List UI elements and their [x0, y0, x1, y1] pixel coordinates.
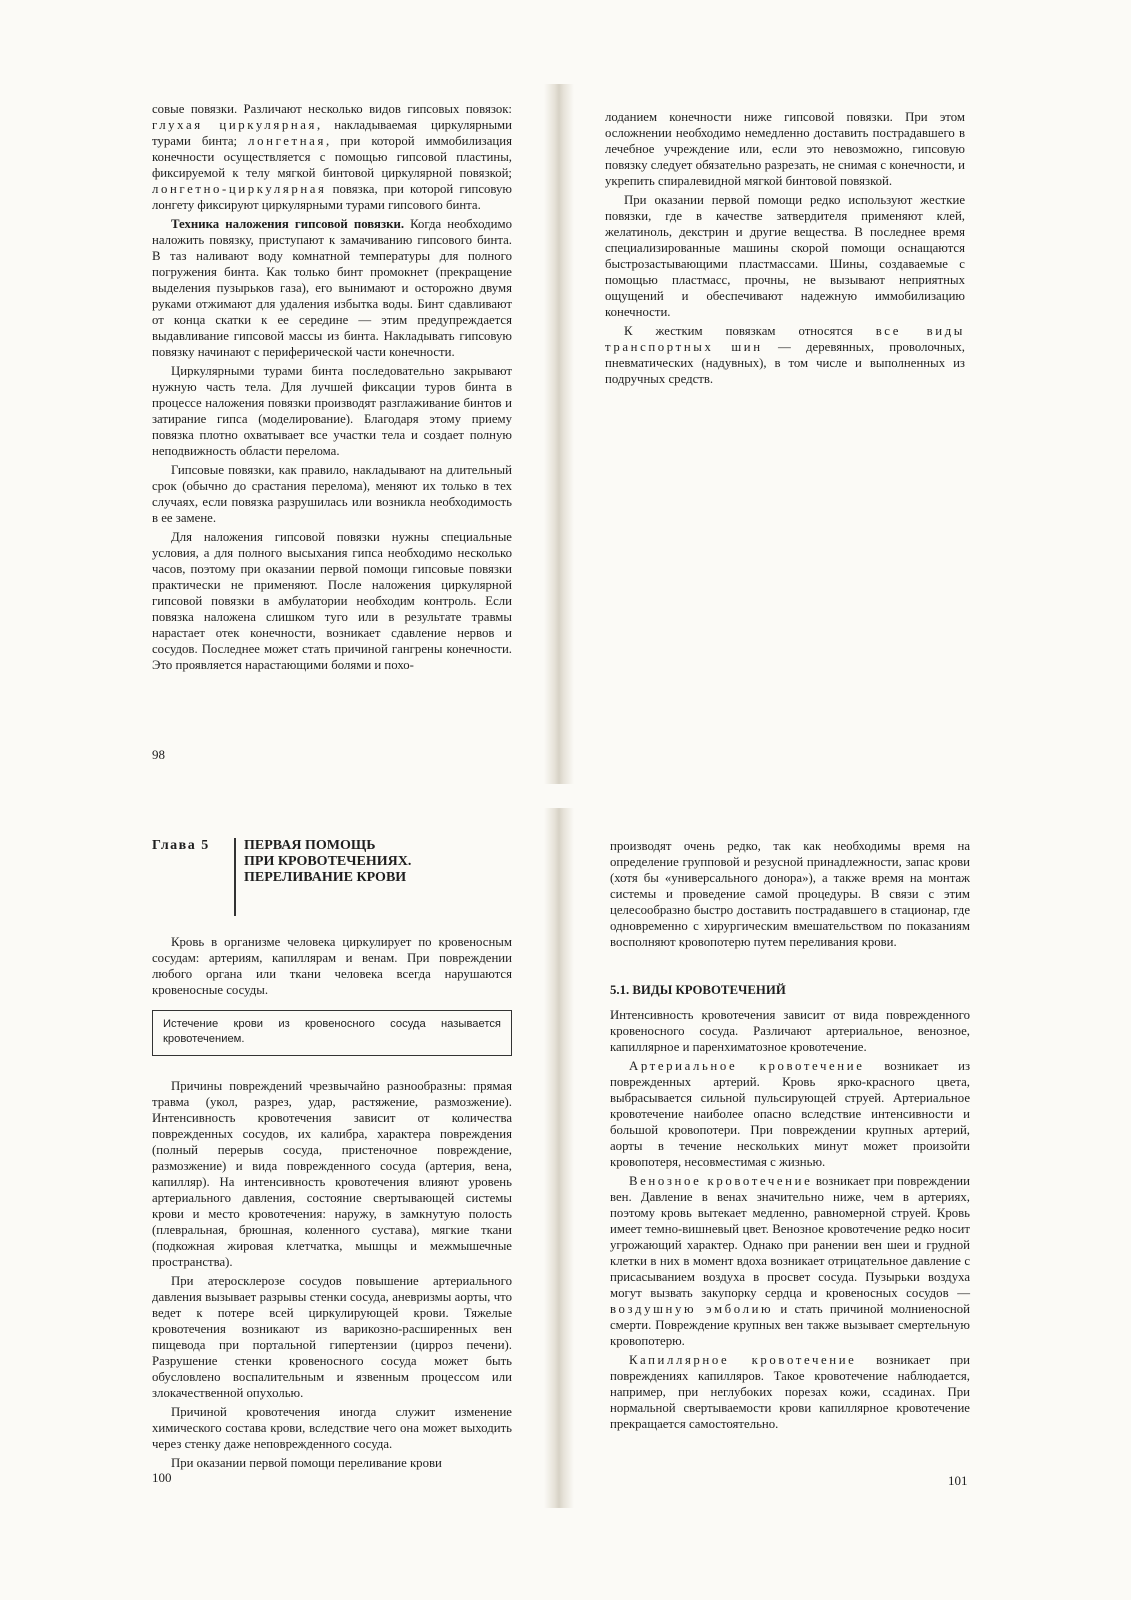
page-100-intro — [152, 934, 512, 998]
page-99-paragraph-2: При оказании первой помощи редко используют жесткие повязки, где в качестве затвердителя применяют клей, желатиноль, декстрин и другие вещества. В последнее время специализированные машины скорой помощи оснащаются быстрозастывающими пластмассами. Шины, создаваемые с помощью пластмасс, прочны, не вызывают неприятных ощущений и обеспечивают надежную иммобилизацию конечности. — [605, 193, 965, 319]
page-number-100: 100 — [152, 1470, 172, 1485]
chapter-title: ПЕРВАЯ ПОМОЩЬ ПРИ КРОВОТЕЧЕНИЯХ. ПЕРЕЛИВАНИЕ КРОВИ — [244, 838, 412, 885]
page-99-column — [605, 109, 965, 387]
page-98-paragraph-3: Циркулярными турами бинта последовательно закрывают нужную часть тела. Для лучшей фиксации туров бинта в процессе наложения повязки производят разглаживание бинтов и затирание гипса (моделирование). Благодаря этому приему повязка плотно охватывает все участки тела и создает полную неподвижность области перелома. — [152, 364, 512, 458]
page-100-paragraph-2: При атеросклерозе сосудов повышение артериального давления вызывает разрывы стенки сосуда, аневризмы аорты, что ведет к потере всей циркулирующей крови. Тяжелые кровотечения возникают из варикозно-расширенных вен пищевода при портальной гипертензии (цирроз печени). Разрушение стенки кровеносного сосуда может быть обусловлено воспалительным и язвенным процессом или злокачественной опухолью. — [152, 1274, 512, 1400]
page-98-paragraph-1: совые повязки. Различают несколько видов гипсовых повязок: глухая циркулярная, накладываемая циркулярными турами бинта; лонгетная, при которой иммобилизация конечности осуществляется с помощью гипсовой пластины, фиксируемой к телу мягкой бинтовой циркулярной повязкой; лонгетно-циркулярная повязка, при которой гипсовую лонгету фиксируют циркулярными турами гипсового бинта. — [152, 102, 513, 212]
page-98-paragraph-4: Гипсовые повязки, как правило, накладывают на длительный срок (обычно до срастания перелома), меняют их только в тех случаях, если повязка разрушилась или возникла необходимость в ее замене. — [152, 463, 512, 525]
page-99-paragraph-1: лоданием конечности ниже гипсовой повязки. При этом осложнении необходимо немедленно доставить пострадавшего в лечебное учреждение или, если это невозможно, гипсовую повязку следует обязательно разрезать, не снимая с конечности, и укрепить спиралевидной мягкой бинтовой повязкой. — [605, 110, 965, 188]
definition-box: Истечение крови из кровеносного сосуда называется кровотечением. — [152, 1010, 512, 1056]
page-101-paragraph-2: Интенсивность кровотечения зависит от вида поврежденного кровеносного сосуда. Различают артериальное, венозное, капиллярное и паренхиматозное кровотечение. — [610, 1008, 970, 1054]
page-100-paragraph-1: Причины повреждений чрезвычайно разнообразны: прямая травма (укол, разрез, удар, растяжение, размозжение). Интенсивность кровотечения зависит от количества поврежденных сосудов, их калибра, характера повреждения (полный перерыв сосуда, пристеночное повреждение, размозжение) и вида поврежденного сосуда (артерия, вена, капилляр). На интенсивность кровотечения влияют уровень артериального давления, состояние свертывающей системы крови и место кровотечения: наружу, в замкнутую полость (плевральная, брюшная, коленного сустава), мягкие ткани (подкожная жировая клетчатка, мышцы и межмышечные пространства). — [152, 1079, 512, 1269]
page-101-paragraph-5: Капиллярное кровотечение возникает при повреждениях капилляров. Такое кровотечение наблюдается, например, при неглубоких порезах кожи, ссадинах. При нормальной свертываемости крови капиллярное кровотечение прекращается самостоятельно. — [610, 1353, 970, 1431]
section-heading: 5.1. ВИДЫ КРОВОТЕЧЕНИЙ — [610, 983, 786, 997]
page-100-paragraph-4: При оказании первой помощи переливание крови — [171, 1456, 442, 1470]
page-number-101: 101 — [948, 1473, 968, 1488]
chapter-heading — [152, 838, 532, 918]
page-number-98: 98 — [152, 747, 165, 762]
book-spine-top — [544, 84, 574, 784]
page-100-column — [152, 1078, 512, 1471]
page-98-paragraph-5: Для наложения гипсовой повязки нужны специальные условия, а для полного высыхания гипса необходимо несколько часов, поэтому при оказании первой помощи гипсовые повязки практически не применяют. После наложения циркулярной гипсовой повязки в амбулатории необходим контроль. Если повязка наложена слишком туго или в результате травмы нарастает отек конечности, возникает сдавление нервов и сосудов. Последнее может стать причиной гангрены конечности. Это проявляется нарастающими болями и похо- — [152, 530, 512, 672]
page-101-column — [610, 1007, 970, 1432]
page-101-paragraph-3: Артериальное кровотечение возникает из поврежденных артерий. Кровь ярко-красного цвета, выбрасывается сильной пульсирующей струей. Артериальное кровотечение наиболее опасно вследствие интенсивности и большой кровопотери. При повреждении крупных артерий, аорты в течение нескольких минут может произойти кровопотеря, несовместимая с жизнью. — [610, 1059, 970, 1169]
page-98-column — [152, 101, 512, 673]
page-101-paragraph-1: производят очень редко, так как необходимы время на определение групповой и резусной принадлежности, запас крови (хотя бы «универсального донора»), а также время на монтаж системы и проведение самой процедуры. В связи с этим целесообразно быстро доставить пострадавшего в стационар, где одновременно с хирургическим вмешательством по показаниям восполняют кровопотерю путем переливания крови. — [610, 839, 970, 949]
page-100-intro-paragraph: Кровь в организме человека циркулирует по кровеносным сосудам: артериям, капиллярам и венам. При повреждении любого органа или ткани человека всегда нарушаются кровеносные сосуды. — [152, 935, 512, 997]
page-101-column-top — [610, 838, 970, 950]
page-99-paragraph-3: К жестким повязкам относятся все виды транспортных шин — деревянных, проволочных, пневматических (надувных), в том числе и выполненных из подручных средств. — [605, 324, 966, 386]
book-spine-bottom — [544, 808, 574, 1508]
page-98-paragraph-2: Техника наложения гипсовой повязки. Когда необходимо наложить повязку, приступают к замачиванию гипсового бинта. В таз наливают воду комнатной температуры для полного погружения бинта. Как только бинт промокнет (прекращение выделения пузырьков газа), его вынимают и осторожно двумя руками отжимают для удаления избытка воды. Бинт сдавливают от конца скатки к ее середине — этим предупреждается выдавливание гипсовой массы из бинта. Накладывать гипсовую повязку начинают с периферической части конечности. — [152, 217, 512, 359]
page-101-paragraph-4: Венозное кровотечение возникает при повреждении вен. Давление в венах значительно ниже, чем в артериях, поэтому кровь вытекает медленно, равномерной струей. Кровь имеет темно-вишневый цвет. Венозное кровотечение редко носит угрожающий характер. Однако при ранении вен шеи и грудной клетки в них в момент вдоха возникает отрицательное давление с присасыванием воздуха в просвет сосуда. Пузырьки воздуха могут вызвать закупорку сердца и кровеносных сосудов — воздушную эмболию и стать причиной молниеносной смерти. Повреждение крупных вен также вызывает смертельную кровопотерю. — [610, 1174, 971, 1348]
chapter-label: Глава 5 — [152, 838, 210, 853]
page-100-paragraph-3: Причиной кровотечения иногда служит изменение химического состава крови, вследствие чего она может выходить через стенку даже неповрежденного сосуда. — [152, 1405, 512, 1451]
chapter-divider — [234, 838, 236, 916]
